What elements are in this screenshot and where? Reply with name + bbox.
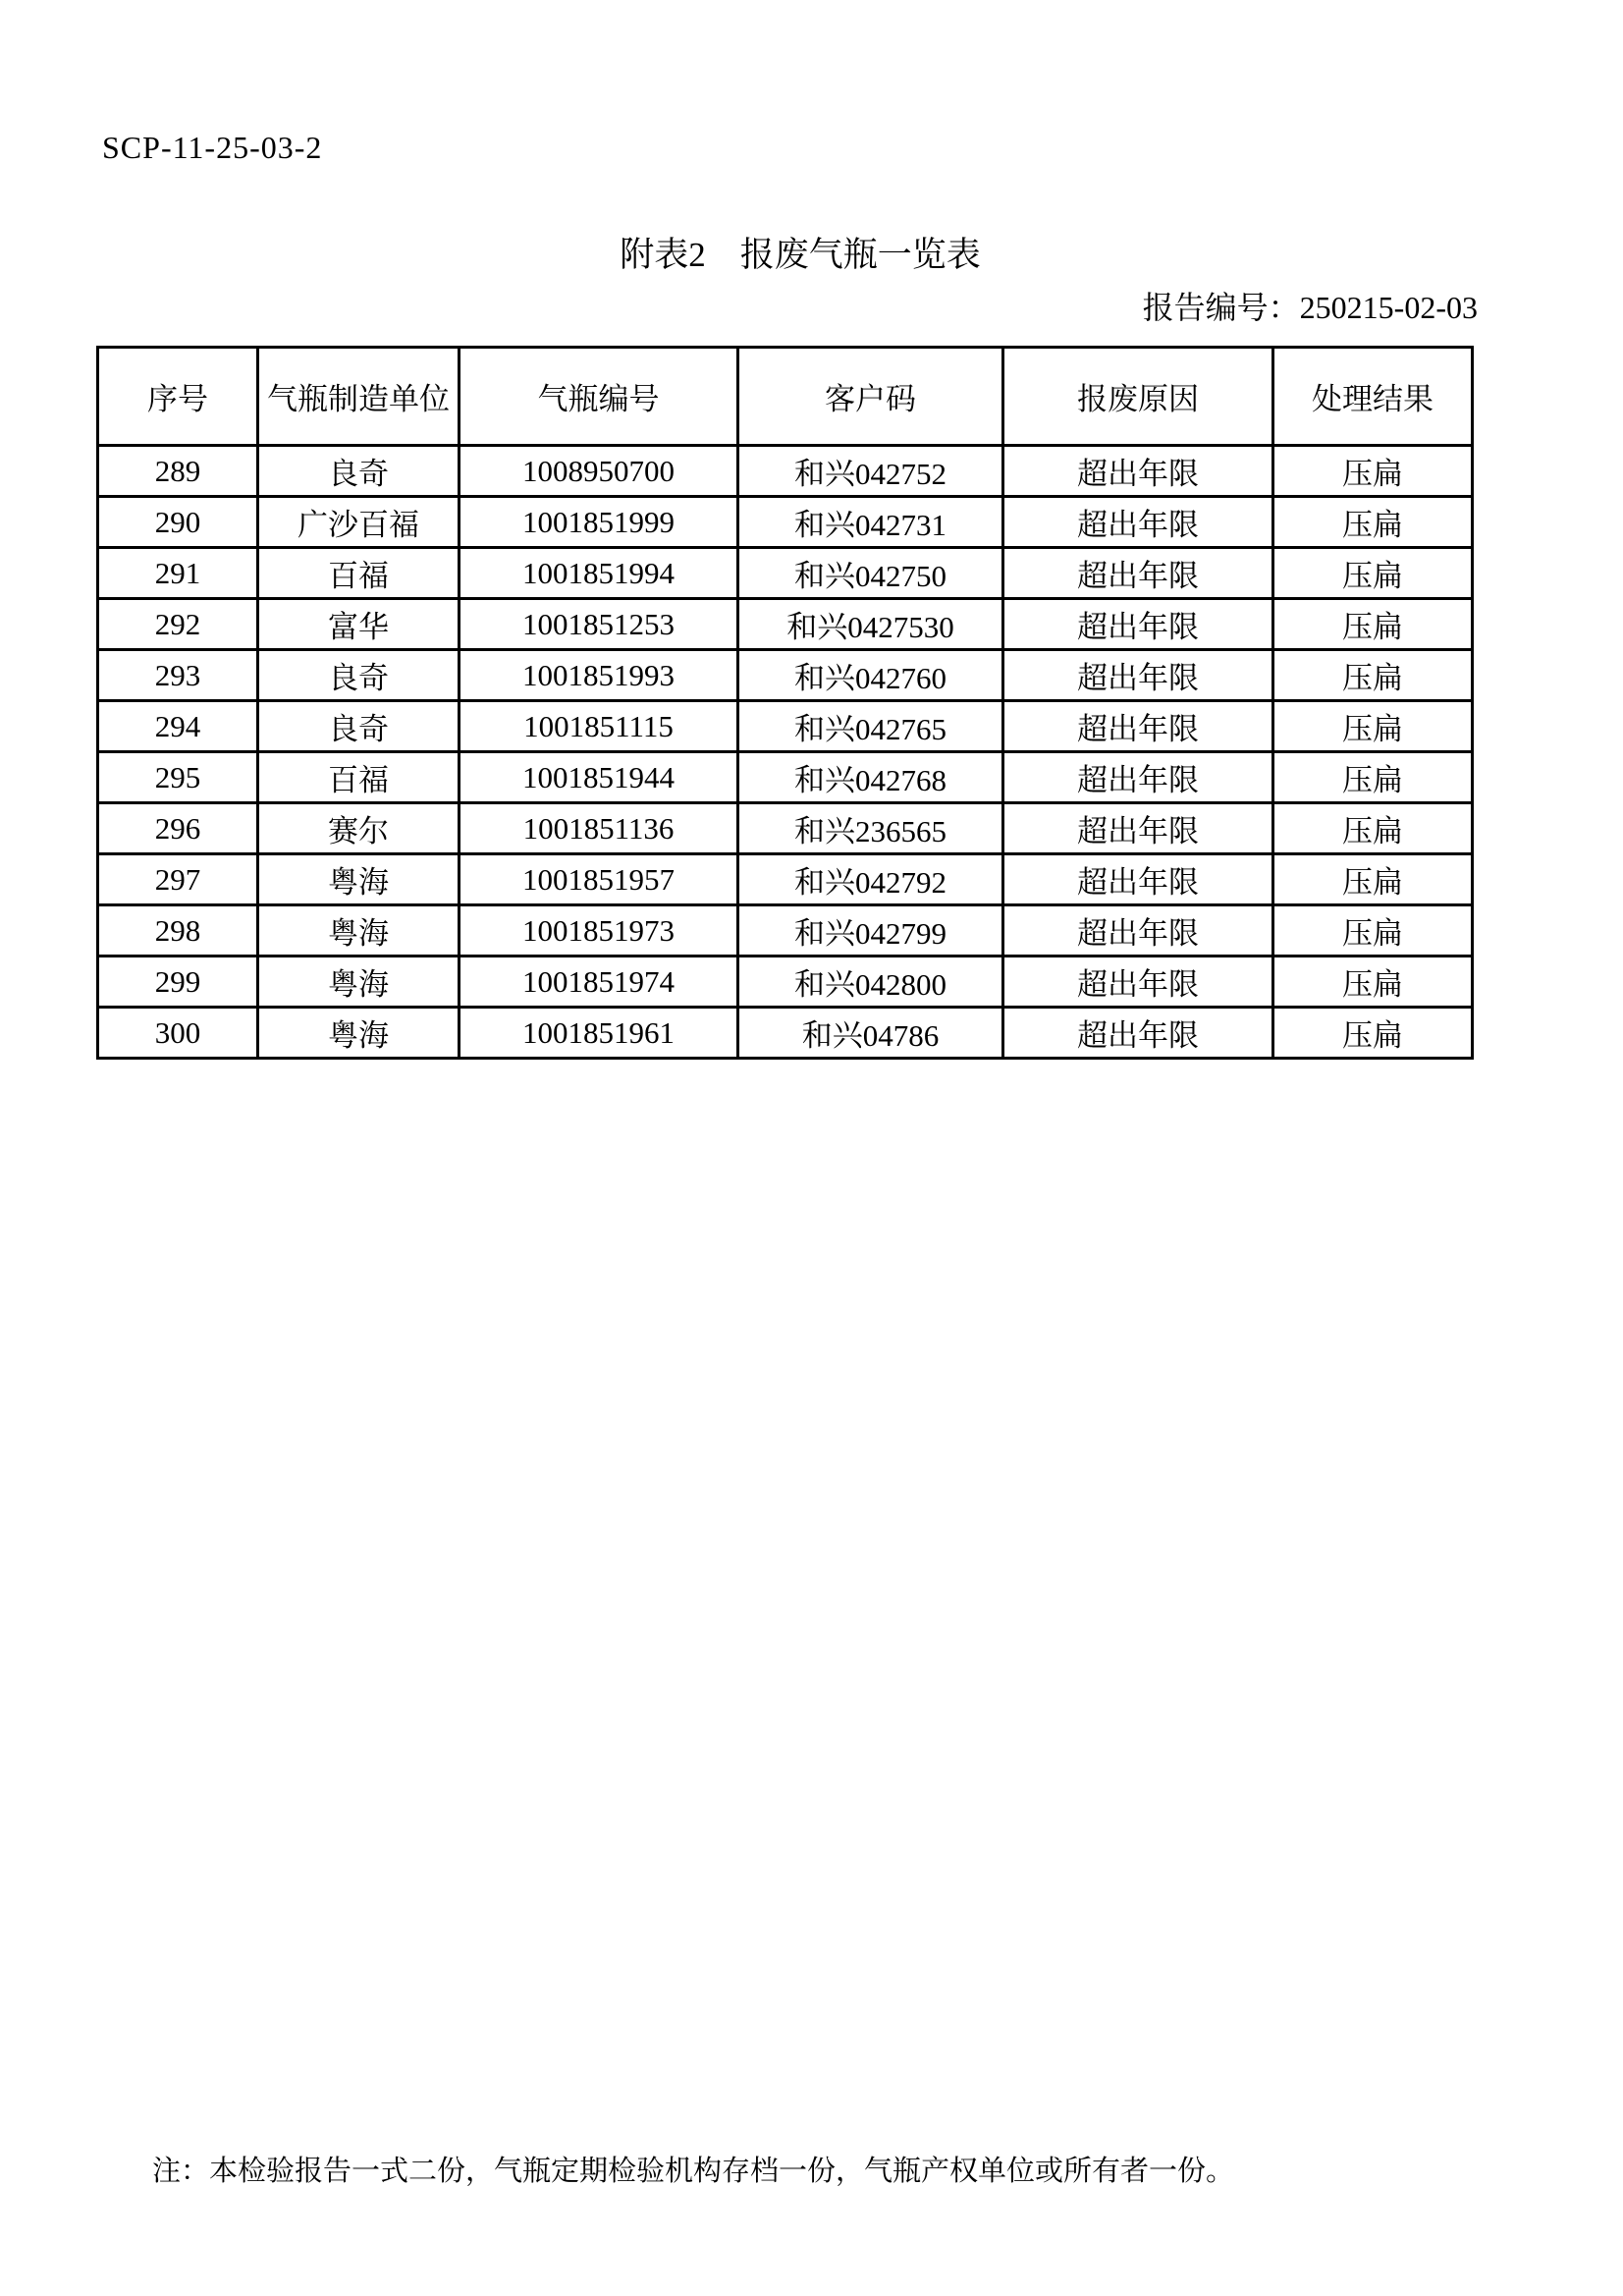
table-cell: 和兴042800 <box>738 957 1003 1008</box>
table-cell: 压扁 <box>1273 803 1473 854</box>
table-row <box>98 905 1473 957</box>
table-cell: 299 <box>98 957 258 1008</box>
table-cell: 超出年限 <box>1003 957 1273 1008</box>
table-cell: 294 <box>98 701 258 752</box>
table-cell: 1001851115 <box>460 701 738 752</box>
table-cell: 1001851944 <box>460 752 738 803</box>
table-row <box>98 957 1473 1008</box>
table-cell: 超出年限 <box>1003 1008 1273 1059</box>
table-cell: 289 <box>98 446 258 497</box>
table-cell: 296 <box>98 803 258 854</box>
table-cell: 和兴042760 <box>738 650 1003 701</box>
table-cell: 压扁 <box>1273 957 1473 1008</box>
table-cell: 和兴042765 <box>738 701 1003 752</box>
table-cell: 粤海 <box>258 957 460 1008</box>
table-cell: 超出年限 <box>1003 497 1273 548</box>
table-cell: 1001851994 <box>460 548 738 599</box>
table-row <box>98 599 1473 650</box>
table-cell: 压扁 <box>1273 497 1473 548</box>
table-cell: 1001851136 <box>460 803 738 854</box>
table-cell: 和兴0427530 <box>738 599 1003 650</box>
table-cell: 超出年限 <box>1003 446 1273 497</box>
table-cell: 1001851974 <box>460 957 738 1008</box>
table-cell: 压扁 <box>1273 701 1473 752</box>
table-cell: 超出年限 <box>1003 803 1273 854</box>
table-cell: 压扁 <box>1273 548 1473 599</box>
table-header-cell: 气瓶制造单位 <box>258 348 460 446</box>
table-header-cell: 报废原因 <box>1003 348 1273 446</box>
table-cell: 298 <box>98 905 258 957</box>
table-cell: 压扁 <box>1273 854 1473 905</box>
table-cell: 和兴042799 <box>738 905 1003 957</box>
table-row <box>98 650 1473 701</box>
table-cell: 超出年限 <box>1003 752 1273 803</box>
table-cell: 压扁 <box>1273 1008 1473 1059</box>
table-cell: 压扁 <box>1273 599 1473 650</box>
table-cell: 超出年限 <box>1003 905 1273 957</box>
table-cell: 1001851999 <box>460 497 738 548</box>
table-cell: 1001851973 <box>460 905 738 957</box>
footer-note: 注：本检验报告一式二份，气瓶定期检验机构存档一份，气瓶产权单位或所有者一份。 <box>152 2156 1235 2187</box>
table-cell: 粤海 <box>258 1008 460 1059</box>
table-cell: 1008950700 <box>460 446 738 497</box>
table-row <box>98 497 1473 548</box>
table-cell: 压扁 <box>1273 446 1473 497</box>
table-cell: 297 <box>98 854 258 905</box>
table-row <box>98 803 1473 854</box>
table-cell: 和兴042752 <box>738 446 1003 497</box>
table-cell: 和兴042750 <box>738 548 1003 599</box>
page-title: 附表2 报废气瓶一览表 <box>620 236 981 274</box>
table-cell: 和兴042792 <box>738 854 1003 905</box>
table-cell: 和兴04786 <box>738 1008 1003 1059</box>
table-row <box>98 854 1473 905</box>
table-cell: 292 <box>98 599 258 650</box>
table-cell: 超出年限 <box>1003 548 1273 599</box>
table-cell: 良奇 <box>258 650 460 701</box>
table-cell: 超出年限 <box>1003 599 1273 650</box>
doc-code: SCP-11-25-03-2 <box>102 130 323 165</box>
table-header-cell: 气瓶编号 <box>460 348 738 446</box>
table-cell: 百福 <box>258 752 460 803</box>
table-header <box>98 348 1473 446</box>
table-cell: 1001851253 <box>460 599 738 650</box>
table-cell: 超出年限 <box>1003 854 1273 905</box>
table-row <box>98 752 1473 803</box>
table-header-cell: 序号 <box>98 348 258 446</box>
scrapped-cylinder-table <box>96 346 1474 1060</box>
table-cell: 粤海 <box>258 905 460 957</box>
table-row <box>98 1008 1473 1059</box>
table-cell: 290 <box>98 497 258 548</box>
table-cell: 超出年限 <box>1003 701 1273 752</box>
table-cell: 百福 <box>258 548 460 599</box>
table-cell: 1001851957 <box>460 854 738 905</box>
table-cell: 293 <box>98 650 258 701</box>
table-cell: 和兴042768 <box>738 752 1003 803</box>
table-cell: 赛尔 <box>258 803 460 854</box>
table-row <box>98 548 1473 599</box>
table-cell: 压扁 <box>1273 650 1473 701</box>
table-cell: 和兴236565 <box>738 803 1003 854</box>
table-cell: 富华 <box>258 599 460 650</box>
table-row <box>98 701 1473 752</box>
report-number: 报告编号：250215-02-03 <box>1142 290 1478 325</box>
table-header-row <box>98 348 1473 446</box>
table-cell: 291 <box>98 548 258 599</box>
table-cell: 良奇 <box>258 446 460 497</box>
table-cell: 广沙百福 <box>258 497 460 548</box>
table-cell: 295 <box>98 752 258 803</box>
table-row <box>98 446 1473 497</box>
table-cell: 300 <box>98 1008 258 1059</box>
table-cell: 粤海 <box>258 854 460 905</box>
table-cell: 压扁 <box>1273 752 1473 803</box>
table-header-cell: 客户码 <box>738 348 1003 446</box>
table-cell: 压扁 <box>1273 905 1473 957</box>
table-cell: 1001851961 <box>460 1008 738 1059</box>
table-cell: 良奇 <box>258 701 460 752</box>
table-cell: 超出年限 <box>1003 650 1273 701</box>
table-header-cell: 处理结果 <box>1273 348 1473 446</box>
table-cell: 和兴042731 <box>738 497 1003 548</box>
table-cell: 1001851993 <box>460 650 738 701</box>
table-body <box>98 446 1473 1059</box>
